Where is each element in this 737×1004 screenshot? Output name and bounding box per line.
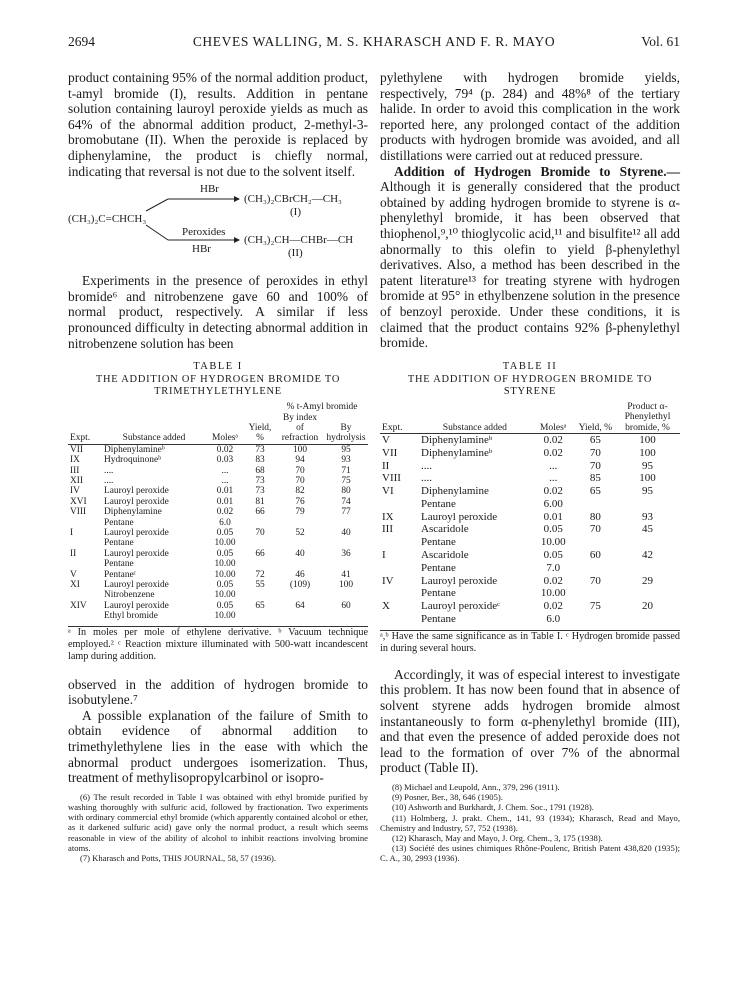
table-cell <box>380 498 419 511</box>
table-cell: 10.00 <box>214 569 236 580</box>
table-cell: Pentane <box>104 517 134 528</box>
table-cell: Lauroyl peroxide <box>104 486 169 497</box>
table2-header: Molesᵃ <box>531 402 576 434</box>
table-cell: 52 <box>295 528 305 538</box>
table-cell: 0.03 <box>216 455 234 466</box>
table-cell: 0.05 <box>216 528 234 538</box>
table-cell: 40 <box>341 528 351 538</box>
table-cell: ... <box>549 472 558 485</box>
table-cell: 100 <box>292 444 308 455</box>
table-cell: 76 <box>295 496 305 507</box>
table-cell: V <box>382 433 390 446</box>
table-cell: 55 <box>255 580 265 591</box>
table-cell: II <box>382 459 390 472</box>
table-cell: 93 <box>341 455 351 466</box>
table-cell: 0.05 <box>216 600 234 611</box>
section-heading: Addition of Hydrogen Bromide to Styrene.— <box>394 163 680 179</box>
table-cell: 29 <box>641 574 653 587</box>
table-cell: II <box>70 548 77 559</box>
scheme-hbr-top: HBr <box>200 183 219 196</box>
reference-item: (9) Posner, Ber., 38, 646 (1905). <box>392 792 503 803</box>
table-cell: 36 <box>341 548 351 559</box>
table-cell: Pentane <box>104 559 134 570</box>
table-cell: 70 <box>589 459 601 472</box>
table-cell: 64 <box>295 600 305 611</box>
table-row <box>68 559 368 569</box>
table-cell: 10.00 <box>540 587 566 600</box>
table-cell: Diphenylamine <box>421 485 489 498</box>
left-paragraph-3: observed in the addition of hydrogen bromide to isobutylene.⁷ <box>68 676 368 708</box>
table-cell <box>68 590 102 600</box>
table-row <box>380 498 680 511</box>
table-cell: XVI <box>70 496 87 507</box>
table-cell: 70 <box>255 528 265 538</box>
table2 <box>380 402 680 626</box>
table-cell: 0.01 <box>216 496 234 507</box>
table-row <box>68 444 368 455</box>
left-references <box>68 792 368 863</box>
table-cell: 0.02 <box>543 574 563 587</box>
table-cell: 93 <box>641 510 653 523</box>
table-cell <box>380 536 419 549</box>
table-cell: Pentane <box>421 536 456 549</box>
table-cell: I <box>382 549 386 562</box>
table-cell: 65 <box>589 485 601 498</box>
table2-caption: TABLE II <box>502 360 558 372</box>
table-cell: 81 <box>255 496 265 507</box>
table-cell <box>576 613 615 626</box>
left-paragraph-4: A possible explanation of the failure of Smith to obtain evidence of abnormal addition to trimethylethylene lies in the ease with which the abnormal product undergoes isomerization. Thus, treatment of methylisopropylcarbinol or isopro- <box>68 707 368 786</box>
table-cell: IV <box>70 486 80 497</box>
table-cell: 10.00 <box>214 611 236 622</box>
table-cell <box>68 559 102 569</box>
table-cell: Pentane <box>421 497 456 510</box>
table-cell: 10.00 <box>540 536 566 549</box>
reference-item: (7) Kharasch and Potts, THIS JOURNAL, 58, 57 (1936). <box>80 853 277 864</box>
table-cell: I <box>70 528 74 538</box>
table-cell: 0.05 <box>543 549 563 562</box>
left-paragraph-2: Experiments in the presence of peroxides in ethyl bromide⁶ and nitrobenzene gave 60 and 100% of normal product, respectively. A similar if less pronounced difficulty in detecting abnormal addition in nitrobenzene solution has been <box>68 273 368 351</box>
table-cell <box>615 613 680 626</box>
table-cell: 6.00 <box>543 497 563 510</box>
table1-header: By index of refraction <box>276 413 324 445</box>
running-title: CHEVES WALLING, M. S. KHARASCH AND F. R. MAYO <box>192 34 556 49</box>
table-cell: Diphenylamineᵇ <box>421 433 493 446</box>
table-cell: Diphenylamineᵇ <box>421 446 493 459</box>
table-cell: XIV <box>70 600 87 611</box>
table-row <box>380 433 680 446</box>
table-row <box>380 600 680 613</box>
table-row <box>68 580 368 590</box>
table-cell: 80 <box>589 510 601 523</box>
table-cell: 83 <box>255 455 265 466</box>
table-cell: 73 <box>255 475 265 486</box>
table-cell: 0.05 <box>543 523 563 536</box>
table-cell: 68 <box>255 465 265 476</box>
reference-item: (13) Société des usines chimiques Rhône-Poulenc, British Patent 438,820 (1935); C. A., 30, 2993 (1936). <box>380 843 680 864</box>
table-cell: 45 <box>641 523 653 536</box>
table-cell: 73 <box>255 444 265 455</box>
table-cell: 75 <box>341 475 351 486</box>
table-cell <box>324 611 368 621</box>
table-cell: VIII <box>70 507 87 518</box>
table1-header: Expt. <box>68 413 102 445</box>
table-cell: Ethyl bromide <box>104 611 158 622</box>
table-cell <box>576 562 615 575</box>
table-cell: 65 <box>589 433 601 446</box>
table-cell: 0.02 <box>216 507 234 518</box>
table-cell: 75 <box>589 600 601 613</box>
table-row <box>68 528 368 538</box>
table-cell: 80 <box>341 486 351 497</box>
table-cell: 95 <box>641 459 653 472</box>
table-row <box>380 562 680 575</box>
scheme-product-2: (CH₃)₂CH—CHBr—CH <box>244 234 354 247</box>
table2-header: Substance added <box>419 402 531 434</box>
right-paragraph-3: Accordingly, it was of especial interest to investigate this problem. It has now been found that in absence of solvent styrene adds hydrogen bromide almost instantaneously to form α-phenylethyl bromide (III), and that even the presence of added peroxide does not lead to the formation of over 7% of the abnormal product (Table II). <box>380 666 680 776</box>
table-cell: 0.01 <box>543 510 563 523</box>
table-cell: 41 <box>341 569 351 580</box>
table-row <box>68 466 368 476</box>
table-cell: III <box>70 465 80 476</box>
left-column <box>68 70 368 863</box>
reference-item: (10) Ashworth and Burkhardt, J. Chem. Soc., 1791 (1928). <box>392 802 594 813</box>
table-cell <box>615 498 680 511</box>
table-cell: 77 <box>341 507 351 518</box>
table-row <box>68 590 368 600</box>
table-cell: 0.01 <box>216 486 234 497</box>
table-cell <box>380 613 419 626</box>
table-cell: 66 <box>255 507 265 518</box>
table-cell <box>276 611 324 621</box>
table-cell: 70 <box>589 523 601 536</box>
table-cell: X <box>382 600 390 613</box>
table-cell: 71 <box>341 465 351 476</box>
table-cell: 6.0 <box>219 517 231 528</box>
table-row <box>68 538 368 548</box>
table-row <box>68 570 368 580</box>
table-cell: Lauroyl peroxide <box>421 574 498 587</box>
reaction-scheme <box>68 183 368 267</box>
table-cell: 72 <box>255 569 265 580</box>
table-cell: 73 <box>255 486 265 497</box>
table-cell: 100 <box>639 472 656 485</box>
table-cell <box>576 587 615 600</box>
table-cell: 6.0 <box>546 613 561 626</box>
table2-footnote: ᵃ,ᵇ Have the same significance as in Table I. ᶜ Hydrogen bromide passed in during several hours. <box>380 630 680 654</box>
table-cell: Pentane <box>421 613 456 626</box>
table-cell: 20 <box>641 600 653 613</box>
table-cell: 10.00 <box>214 590 236 601</box>
scheme-peroxides: Peroxides <box>182 226 226 239</box>
table2-title: THE ADDITION OF HYDROGEN BROMIDE TO STYRENE <box>407 373 653 397</box>
table-row <box>380 549 680 562</box>
table-cell <box>244 538 276 548</box>
table-cell: III <box>382 523 393 536</box>
table-cell: 95 <box>341 444 351 455</box>
table-cell: 85 <box>589 472 601 485</box>
table-cell: IX <box>382 510 394 523</box>
table-cell: Lauroyl peroxide <box>104 528 169 538</box>
table-row <box>380 460 680 473</box>
table-cell: Lauroyl peroxideᶜ <box>421 600 500 613</box>
scheme-label-2: (II) <box>288 247 303 260</box>
right-column <box>380 70 680 864</box>
table-cell: 70 <box>295 465 305 476</box>
table1-header: By hydrolysis <box>324 413 368 445</box>
table-cell <box>615 587 680 600</box>
table-cell: 0.02 <box>216 444 234 455</box>
reference-item: (11) Holmberg, J. prakt. Chem., 141, 93 (1934); Kharasch, Read and Mayo, Chemistry and Industry, 57, 752 (1938). <box>380 812 680 833</box>
table-cell: .... <box>104 465 114 476</box>
scheme-label-1: (I) <box>290 206 301 219</box>
table-cell: 94 <box>295 455 305 466</box>
table2-header: Yield, % <box>576 402 615 434</box>
table-cell: XI <box>70 580 80 591</box>
table-cell: .... <box>421 459 433 472</box>
table-row <box>68 455 368 465</box>
table-cell: Lauroyl peroxide <box>104 548 169 559</box>
table-cell: XII <box>70 475 84 486</box>
table-cell <box>324 538 368 548</box>
right-paragraph-1: pylethylene with hydrogen bromide yields, respectively, 79⁴ (p. 284) and 48%⁸ of the tertiary halide. In order to avoid this complication in the work reported here, any prolonged contact of the addition products with hydrogen bromide was avoided, and all distillations were carried out at reduced pressure. <box>380 70 680 163</box>
table-cell: 0.02 <box>543 446 563 459</box>
table-cell: 60 <box>589 549 601 562</box>
table-cell: .... <box>421 472 433 485</box>
table-cell: 0.05 <box>216 548 234 559</box>
table-cell: 79 <box>295 507 305 518</box>
table-cell <box>68 518 102 528</box>
table-row <box>380 472 680 485</box>
table-cell: 10.00 <box>214 559 236 570</box>
table1-header: Substance added <box>102 413 206 445</box>
table-cell <box>276 518 324 528</box>
table-cell <box>576 498 615 511</box>
table-cell: Pentane <box>421 561 456 574</box>
table-cell <box>68 611 102 621</box>
table-cell: Lauroyl peroxide <box>104 600 169 611</box>
table-cell: 60 <box>341 600 351 611</box>
scheme-reactant: (CH₃)₂C=CHCH₃ <box>68 213 147 226</box>
table-cell: (109) <box>289 580 311 591</box>
table1-caption: TABLE I <box>193 361 243 373</box>
table-row <box>68 549 368 559</box>
table-row <box>68 507 368 517</box>
table-cell: IV <box>382 574 394 587</box>
table-row <box>68 476 368 486</box>
table-cell: Ascaridole <box>421 523 469 536</box>
table-cell <box>324 518 368 528</box>
table-cell <box>244 559 276 569</box>
table-cell <box>244 590 276 600</box>
table1-group-header: % t-Amyl bromide <box>286 402 358 413</box>
table-cell: 7.0 <box>546 561 561 574</box>
table-cell: 46 <box>295 569 305 580</box>
table-row <box>380 613 680 626</box>
table1-title: THE ADDITION OF HYDROGEN BROMIDE TO TRIMETHYLETHYLENE <box>95 374 341 398</box>
scheme-product-1: (CH₃)₂CBrCH₂—CH₃ <box>244 193 342 206</box>
table2-body <box>380 433 680 625</box>
table-cell <box>276 538 324 548</box>
table1-header: Yield, % <box>244 413 276 445</box>
table-cell <box>244 611 276 621</box>
table-cell <box>324 590 368 600</box>
table-cell: 10.00 <box>214 538 236 549</box>
table-cell: Lauroyl peroxide <box>421 510 498 523</box>
table-row <box>68 486 368 496</box>
table-cell <box>68 538 102 548</box>
table-row <box>380 575 680 588</box>
table-cell: Pentane <box>421 587 456 600</box>
table-cell: 0.02 <box>543 485 563 498</box>
table-cell: 100 <box>338 580 354 591</box>
table-cell: VI <box>382 485 394 498</box>
table-cell: 66 <box>255 548 265 559</box>
table-row <box>380 447 680 460</box>
table-cell: ... <box>549 459 558 472</box>
scheme-hbr-bottom: HBr <box>192 243 211 256</box>
table-cell: Nitrobenzene <box>104 590 155 601</box>
table-cell: Diphenylamineᵇ <box>104 444 165 455</box>
table-row <box>380 536 680 549</box>
table-row <box>380 587 680 600</box>
table-cell: 70 <box>295 475 305 486</box>
table-cell <box>615 536 680 549</box>
table-row <box>68 518 368 528</box>
table-row <box>68 601 368 611</box>
table-cell: 100 <box>639 433 656 446</box>
table-cell: IX <box>70 455 80 466</box>
table-cell <box>244 518 276 528</box>
right-paragraph-2: Although it is generally considered that the product obtained by adding hydrogen bromide to styrene is α-phenylethyl bromide, it has been observed that thiophenol,⁹,¹⁰ thioglycolic acid,¹¹ and bisulfite¹² all add abnormally to this olefin to yield β-phenylethyl derivatives. Also, a method has been described in the patent literature¹³ for treating styrene with hydrogen bromide at 95° in ethylbenzene solution in the presence of benzoyl peroxide. Under these conditions, it is claimed that the product contains 92% β-phenylethyl bromide. <box>380 179 680 351</box>
reference-item: (8) Michael and Leupold, Ann., 379, 296 (1911). <box>392 782 560 793</box>
table-cell: VII <box>382 446 398 459</box>
table-cell: 82 <box>295 486 305 497</box>
table-cell: ... <box>221 465 229 476</box>
table-cell: 42 <box>641 549 653 562</box>
table-cell: 40 <box>295 548 305 559</box>
right-references <box>380 782 680 864</box>
table-cell <box>276 559 324 569</box>
table-row <box>380 485 680 498</box>
table-cell: 0.05 <box>216 580 234 591</box>
table-row <box>68 497 368 507</box>
table-cell <box>380 587 419 600</box>
table-cell: 74 <box>341 496 351 507</box>
table-cell <box>615 562 680 575</box>
table1-body <box>68 444 368 621</box>
table-cell <box>276 590 324 600</box>
table-cell: 95 <box>641 485 653 498</box>
table-cell: 0.02 <box>543 600 563 613</box>
table-cell <box>380 562 419 575</box>
table-row <box>68 611 368 621</box>
table-cell: VII <box>70 444 84 455</box>
table-cell: Pentane <box>104 538 134 549</box>
reference-item: (6) The result recorded in Table I was obtained with ethyl bromide purified by washing thoroughly with sulfuric acid, followed by fractionation. Two experiments with ordinary commercial ethyl bromide (which apparently contained alcohol or ether, as it darkened sulfuric acid) gave only the normal product, a result which seems reasonable in view of the ability of alcohol to inhibit reactions involving bromine atoms. <box>68 791 368 853</box>
table1-header: Molesᵃ <box>206 413 244 445</box>
table2-header: Product α-Phenylethyl bromide, % <box>615 402 680 434</box>
table-cell: 65 <box>255 600 265 611</box>
table-cell: Hydroquinoneᵇ <box>104 455 162 466</box>
table-cell: V <box>70 569 77 580</box>
table-cell <box>324 559 368 569</box>
table2-header: Expt. <box>380 402 419 434</box>
running-header <box>68 34 680 54</box>
table-cell: 70 <box>589 574 601 587</box>
table-row <box>380 511 680 524</box>
volume-label: Vol. 61 <box>641 34 680 49</box>
table1-footnote: ᵃ In moles per mole of ethylene derivative. ᵇ Vacuum technique employed.² ᶜ Reaction mixture illuminated with 500-watt incandescent lamp during addition. <box>68 626 368 662</box>
table-cell: 0.02 <box>543 433 563 446</box>
table-cell: Lauroyl peroxide <box>104 496 169 507</box>
table-cell: .... <box>104 475 114 486</box>
page-number: 2694 <box>68 34 95 49</box>
table-cell: Diphenylamine <box>104 507 162 518</box>
table-cell: 100 <box>639 446 656 459</box>
table-cell: Lauroyl peroxide <box>104 580 169 591</box>
reference-item: (12) Kharasch, May and Mayo, J. Org. Chem., 3, 175 (1938). <box>392 833 603 844</box>
table-cell: Pentaneᶜ <box>104 569 137 580</box>
table1 <box>68 402 368 622</box>
table-cell: 70 <box>589 446 601 459</box>
table-cell: ... <box>221 475 229 486</box>
table-cell: VIII <box>382 472 401 485</box>
table-cell: Ascaridole <box>421 549 469 562</box>
table-row <box>380 523 680 536</box>
table-cell <box>576 536 615 549</box>
left-paragraph-1: product containing 95% of the normal addition product, t-amyl bromide (I), results. Addition in pentane solution containing lauroyl peroxide yields as much as 64% of the abnormal addition product, 2-methyl-3-bromobutane (II). When the peroxide is replaced by diphenylamine, the product is chiefly normal, indicating that reversal is not due to the solvent itself. <box>68 70 368 179</box>
